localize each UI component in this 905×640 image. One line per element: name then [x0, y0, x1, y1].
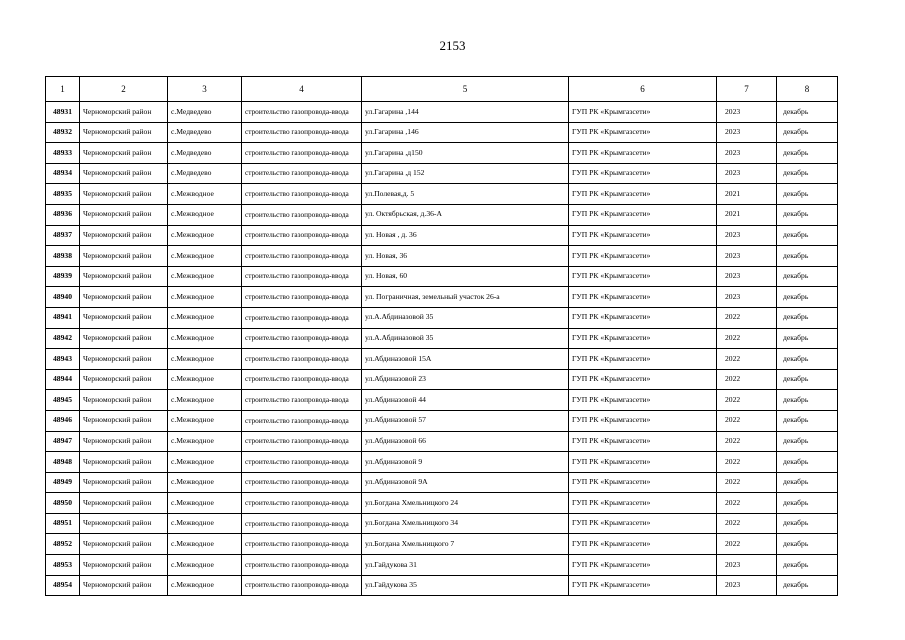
- month-cell: декабрь: [777, 122, 838, 143]
- district-cell: Черноморский район: [80, 369, 168, 390]
- settlement-cell: с.Медведево: [168, 122, 242, 143]
- month-cell: декабрь: [777, 246, 838, 267]
- address-cell: ул. Октябрьская, д.36-А: [362, 204, 569, 225]
- table-row: [46, 369, 838, 390]
- organization-cell: ГУП РК «Крымгазсети»: [569, 204, 717, 225]
- work-type-cell: строительство газопровода-ввода: [242, 163, 362, 184]
- address-cell: ул. Пограничная, земельный участок 26-а: [362, 287, 569, 308]
- month-cell: декабрь: [777, 225, 838, 246]
- table-row: [46, 555, 838, 576]
- year-cell: 2023: [717, 163, 777, 184]
- table-row: [46, 266, 838, 287]
- settlement-cell: с.Межводное: [168, 575, 242, 596]
- month-cell: декабрь: [777, 143, 838, 164]
- row-number-cell: 48935: [46, 184, 80, 205]
- settlement-cell: с.Медведево: [168, 143, 242, 164]
- work-type-cell: строительство газопровода-ввода: [242, 575, 362, 596]
- organization-cell: ГУП РК «Крымгазсети»: [569, 122, 717, 143]
- address-cell: ул.А.Абдиназовой 35: [362, 328, 569, 349]
- year-cell: 2023: [717, 102, 777, 123]
- address-cell: ул. Новая, 36: [362, 246, 569, 267]
- page-number: 2153: [439, 38, 466, 53]
- work-type-cell: строительство газопровода-ввода: [242, 328, 362, 349]
- organization-cell: ГУП РК «Крымгазсети»: [569, 225, 717, 246]
- column-header: 8: [777, 77, 838, 102]
- month-cell: декабрь: [777, 349, 838, 370]
- settlement-cell: с.Межводное: [168, 349, 242, 370]
- month-cell: декабрь: [777, 472, 838, 493]
- work-type-cell: строительство газопровода-ввода: [242, 452, 362, 473]
- table-row: [46, 246, 838, 267]
- settlement-cell: с.Межводное: [168, 472, 242, 493]
- district-cell: Черноморский район: [80, 328, 168, 349]
- district-cell: Черноморский район: [80, 534, 168, 555]
- district-cell: Черноморский район: [80, 307, 168, 328]
- month-cell: декабрь: [777, 513, 838, 534]
- settlement-cell: с.Межводное: [168, 513, 242, 534]
- district-cell: Черноморский район: [80, 431, 168, 452]
- work-type-cell: строительство газопровода-ввода: [242, 513, 362, 534]
- column-header: 3: [168, 77, 242, 102]
- address-cell: ул.Абдиназовой 66: [362, 431, 569, 452]
- year-cell: 2023: [717, 266, 777, 287]
- work-type-cell: строительство газопровода-ввода: [242, 431, 362, 452]
- organization-cell: ГУП РК «Крымгазсети»: [569, 246, 717, 267]
- table-row: [46, 431, 838, 452]
- address-cell: ул.Абдиназовой 57: [362, 410, 569, 431]
- table-row: [46, 452, 838, 473]
- month-cell: декабрь: [777, 410, 838, 431]
- row-number-cell: 48951: [46, 513, 80, 534]
- district-cell: Черноморский район: [80, 452, 168, 473]
- table-row: [46, 102, 838, 123]
- settlement-cell: с.Межводное: [168, 307, 242, 328]
- month-cell: декабрь: [777, 575, 838, 596]
- settlement-cell: с.Медведево: [168, 102, 242, 123]
- address-cell: ул.Абдиназовой 23: [362, 369, 569, 390]
- settlement-cell: с.Межводное: [168, 493, 242, 514]
- settlement-cell: с.Межводное: [168, 431, 242, 452]
- district-cell: Черноморский район: [80, 513, 168, 534]
- year-cell: 2023: [717, 225, 777, 246]
- month-cell: декабрь: [777, 163, 838, 184]
- district-cell: Черноморский район: [80, 493, 168, 514]
- organization-cell: ГУП РК «Крымгазсети»: [569, 493, 717, 514]
- row-number-cell: 48932: [46, 122, 80, 143]
- row-number-cell: 48942: [46, 328, 80, 349]
- column-header: 5: [362, 77, 569, 102]
- work-type-cell: строительство газопровода-ввода: [242, 493, 362, 514]
- settlement-cell: с.Межводное: [168, 225, 242, 246]
- month-cell: декабрь: [777, 369, 838, 390]
- row-number-cell: 48950: [46, 493, 80, 514]
- work-type-cell: строительство газопровода-ввода: [242, 122, 362, 143]
- district-cell: Черноморский район: [80, 184, 168, 205]
- district-cell: Черноморский район: [80, 102, 168, 123]
- year-cell: 2023: [717, 246, 777, 267]
- settlement-cell: с.Межводное: [168, 555, 242, 576]
- address-cell: ул. Новая, 60: [362, 266, 569, 287]
- district-cell: Черноморский район: [80, 246, 168, 267]
- address-cell: ул.Абдиназовой 15А: [362, 349, 569, 370]
- address-cell: ул.Гагарина ,д150: [362, 143, 569, 164]
- district-cell: Черноморский район: [80, 204, 168, 225]
- work-type-cell: строительство газопровода-ввода: [242, 225, 362, 246]
- year-cell: 2023: [717, 555, 777, 576]
- row-number-cell: 48934: [46, 163, 80, 184]
- address-cell: ул.Богдана Хмельницкого 24: [362, 493, 569, 514]
- row-number-cell: 48937: [46, 225, 80, 246]
- organization-cell: ГУП РК «Крымгазсети»: [569, 410, 717, 431]
- table-row: [46, 513, 838, 534]
- work-type-cell: строительство газопровода-ввода: [242, 534, 362, 555]
- table-row: [46, 163, 838, 184]
- row-number-cell: 48946: [46, 410, 80, 431]
- work-type-cell: строительство газопровода-ввода: [242, 307, 362, 328]
- address-cell: ул.А.Абдиназовой 35: [362, 307, 569, 328]
- month-cell: декабрь: [777, 555, 838, 576]
- header-row: [46, 77, 838, 102]
- address-cell: ул.Гайдукова 35: [362, 575, 569, 596]
- table-row: [46, 307, 838, 328]
- district-cell: Черноморский район: [80, 410, 168, 431]
- month-cell: декабрь: [777, 493, 838, 514]
- column-header: 7: [717, 77, 777, 102]
- organization-cell: ГУП РК «Крымгазсети»: [569, 349, 717, 370]
- settlement-cell: с.Межводное: [168, 287, 242, 308]
- row-number-cell: 48944: [46, 369, 80, 390]
- work-type-cell: строительство газопровода-ввода: [242, 410, 362, 431]
- work-type-cell: строительство газопровода-ввода: [242, 204, 362, 225]
- work-type-cell: строительство газопровода-ввода: [242, 143, 362, 164]
- row-number-cell: 48931: [46, 102, 80, 123]
- year-cell: 2022: [717, 390, 777, 411]
- year-cell: 2022: [717, 349, 777, 370]
- district-cell: Черноморский район: [80, 575, 168, 596]
- row-number-cell: 48954: [46, 575, 80, 596]
- row-number-cell: 48933: [46, 143, 80, 164]
- district-cell: Черноморский район: [80, 225, 168, 246]
- month-cell: декабрь: [777, 184, 838, 205]
- year-cell: 2022: [717, 472, 777, 493]
- organization-cell: ГУП РК «Крымгазсети»: [569, 102, 717, 123]
- district-cell: Черноморский район: [80, 287, 168, 308]
- table-row: [46, 184, 838, 205]
- column-header: 6: [569, 77, 717, 102]
- month-cell: декабрь: [777, 102, 838, 123]
- table-row: [46, 349, 838, 370]
- organization-cell: ГУП РК «Крымгазсети»: [569, 452, 717, 473]
- row-number-cell: 48952: [46, 534, 80, 555]
- organization-cell: ГУП РК «Крымгазсети»: [569, 575, 717, 596]
- table-row: [46, 390, 838, 411]
- month-cell: декабрь: [777, 307, 838, 328]
- organization-cell: ГУП РК «Крымгазсети»: [569, 143, 717, 164]
- work-type-cell: строительство газопровода-ввода: [242, 102, 362, 123]
- organization-cell: ГУП РК «Крымгазсети»: [569, 369, 717, 390]
- year-cell: 2023: [717, 575, 777, 596]
- address-cell: ул.Гагарина ,146: [362, 122, 569, 143]
- work-type-cell: строительство газопровода-ввода: [242, 246, 362, 267]
- row-number-cell: 48953: [46, 555, 80, 576]
- work-type-cell: строительство газопровода-ввода: [242, 369, 362, 390]
- month-cell: декабрь: [777, 266, 838, 287]
- district-cell: Черноморский район: [80, 122, 168, 143]
- address-cell: ул.Богдана Хмельницкого 34: [362, 513, 569, 534]
- month-cell: декабрь: [777, 534, 838, 555]
- work-type-cell: строительство газопровода-ввода: [242, 555, 362, 576]
- organization-cell: ГУП РК «Крымгазсети»: [569, 555, 717, 576]
- address-cell: ул.Абдиназовой 9: [362, 452, 569, 473]
- address-cell: ул.Гагарина ,144: [362, 102, 569, 123]
- year-cell: 2022: [717, 493, 777, 514]
- year-cell: 2022: [717, 452, 777, 473]
- row-number-cell: 48936: [46, 204, 80, 225]
- district-cell: Черноморский район: [80, 266, 168, 287]
- year-cell: 2023: [717, 122, 777, 143]
- organization-cell: ГУП РК «Крымгазсети»: [569, 513, 717, 534]
- address-cell: ул.Гайдукова 31: [362, 555, 569, 576]
- column-header: 1: [46, 77, 80, 102]
- table-row: [46, 534, 838, 555]
- organization-cell: ГУП РК «Крымгазсети»: [569, 287, 717, 308]
- month-cell: декабрь: [777, 204, 838, 225]
- table-row: [46, 287, 838, 308]
- year-cell: 2022: [717, 410, 777, 431]
- row-number-cell: 48938: [46, 246, 80, 267]
- row-number-cell: 48939: [46, 266, 80, 287]
- settlement-cell: с.Межводное: [168, 328, 242, 349]
- work-type-cell: строительство газопровода-ввода: [242, 287, 362, 308]
- work-type-cell: строительство газопровода-ввода: [242, 390, 362, 411]
- address-cell: ул.Абдиназовой 44: [362, 390, 569, 411]
- year-cell: 2022: [717, 431, 777, 452]
- table-row: [46, 143, 838, 164]
- table-row: [46, 122, 838, 143]
- row-number-cell: 48943: [46, 349, 80, 370]
- table-row: [46, 410, 838, 431]
- year-cell: 2022: [717, 307, 777, 328]
- district-cell: Черноморский район: [80, 143, 168, 164]
- address-cell: ул.Гагарина ,д 152: [362, 163, 569, 184]
- address-cell: ул. Новая , д. 36: [362, 225, 569, 246]
- row-number-cell: 48940: [46, 287, 80, 308]
- row-number-cell: 48948: [46, 452, 80, 473]
- table-body: [46, 102, 838, 596]
- district-cell: Черноморский район: [80, 472, 168, 493]
- month-cell: декабрь: [777, 390, 838, 411]
- settlement-cell: с.Медведево: [168, 163, 242, 184]
- data-table: [45, 76, 838, 596]
- organization-cell: ГУП РК «Крымгазсети»: [569, 472, 717, 493]
- month-cell: декабрь: [777, 328, 838, 349]
- year-cell: 2022: [717, 369, 777, 390]
- table-row: [46, 204, 838, 225]
- month-cell: декабрь: [777, 452, 838, 473]
- settlement-cell: с.Межводное: [168, 390, 242, 411]
- column-header: 4: [242, 77, 362, 102]
- work-type-cell: строительство газопровода-ввода: [242, 349, 362, 370]
- month-cell: декабрь: [777, 431, 838, 452]
- settlement-cell: с.Межводное: [168, 534, 242, 555]
- year-cell: 2023: [717, 143, 777, 164]
- settlement-cell: с.Межводное: [168, 369, 242, 390]
- work-type-cell: строительство газопровода-ввода: [242, 184, 362, 205]
- organization-cell: ГУП РК «Крымгазсети»: [569, 431, 717, 452]
- year-cell: 2023: [717, 287, 777, 308]
- month-cell: декабрь: [777, 287, 838, 308]
- organization-cell: ГУП РК «Крымгазсети»: [569, 328, 717, 349]
- work-type-cell: строительство газопровода-ввода: [242, 472, 362, 493]
- year-cell: 2022: [717, 328, 777, 349]
- year-cell: 2022: [717, 534, 777, 555]
- organization-cell: ГУП РК «Крымгазсети»: [569, 184, 717, 205]
- district-cell: Черноморский район: [80, 163, 168, 184]
- row-number-cell: 48941: [46, 307, 80, 328]
- row-number-cell: 48947: [46, 431, 80, 452]
- column-header: 2: [80, 77, 168, 102]
- table-row: [46, 472, 838, 493]
- organization-cell: ГУП РК «Крымгазсети»: [569, 390, 717, 411]
- year-cell: 2022: [717, 513, 777, 534]
- row-number-cell: 48949: [46, 472, 80, 493]
- table-row: [46, 328, 838, 349]
- year-cell: 2021: [717, 184, 777, 205]
- district-cell: Черноморский район: [80, 555, 168, 576]
- settlement-cell: с.Межводное: [168, 246, 242, 267]
- address-cell: ул.Богдана Хмельницкого 7: [362, 534, 569, 555]
- settlement-cell: с.Межводное: [168, 266, 242, 287]
- organization-cell: ГУП РК «Крымгазсети»: [569, 163, 717, 184]
- organization-cell: ГУП РК «Крымгазсети»: [569, 534, 717, 555]
- settlement-cell: с.Межводное: [168, 204, 242, 225]
- row-number-cell: 48945: [46, 390, 80, 411]
- work-type-cell: строительство газопровода-ввода: [242, 266, 362, 287]
- table-row: [46, 575, 838, 596]
- year-cell: 2021: [717, 204, 777, 225]
- settlement-cell: с.Межводное: [168, 184, 242, 205]
- district-cell: Черноморский район: [80, 349, 168, 370]
- table-row: [46, 493, 838, 514]
- settlement-cell: с.Межводное: [168, 410, 242, 431]
- district-cell: Черноморский район: [80, 390, 168, 411]
- address-cell: ул.Полевая,д. 5: [362, 184, 569, 205]
- organization-cell: ГУП РК «Крымгазсети»: [569, 266, 717, 287]
- address-cell: ул.Абдиназовой 9А: [362, 472, 569, 493]
- organization-cell: ГУП РК «Крымгазсети»: [569, 307, 717, 328]
- settlement-cell: с.Межводное: [168, 452, 242, 473]
- table-row: [46, 225, 838, 246]
